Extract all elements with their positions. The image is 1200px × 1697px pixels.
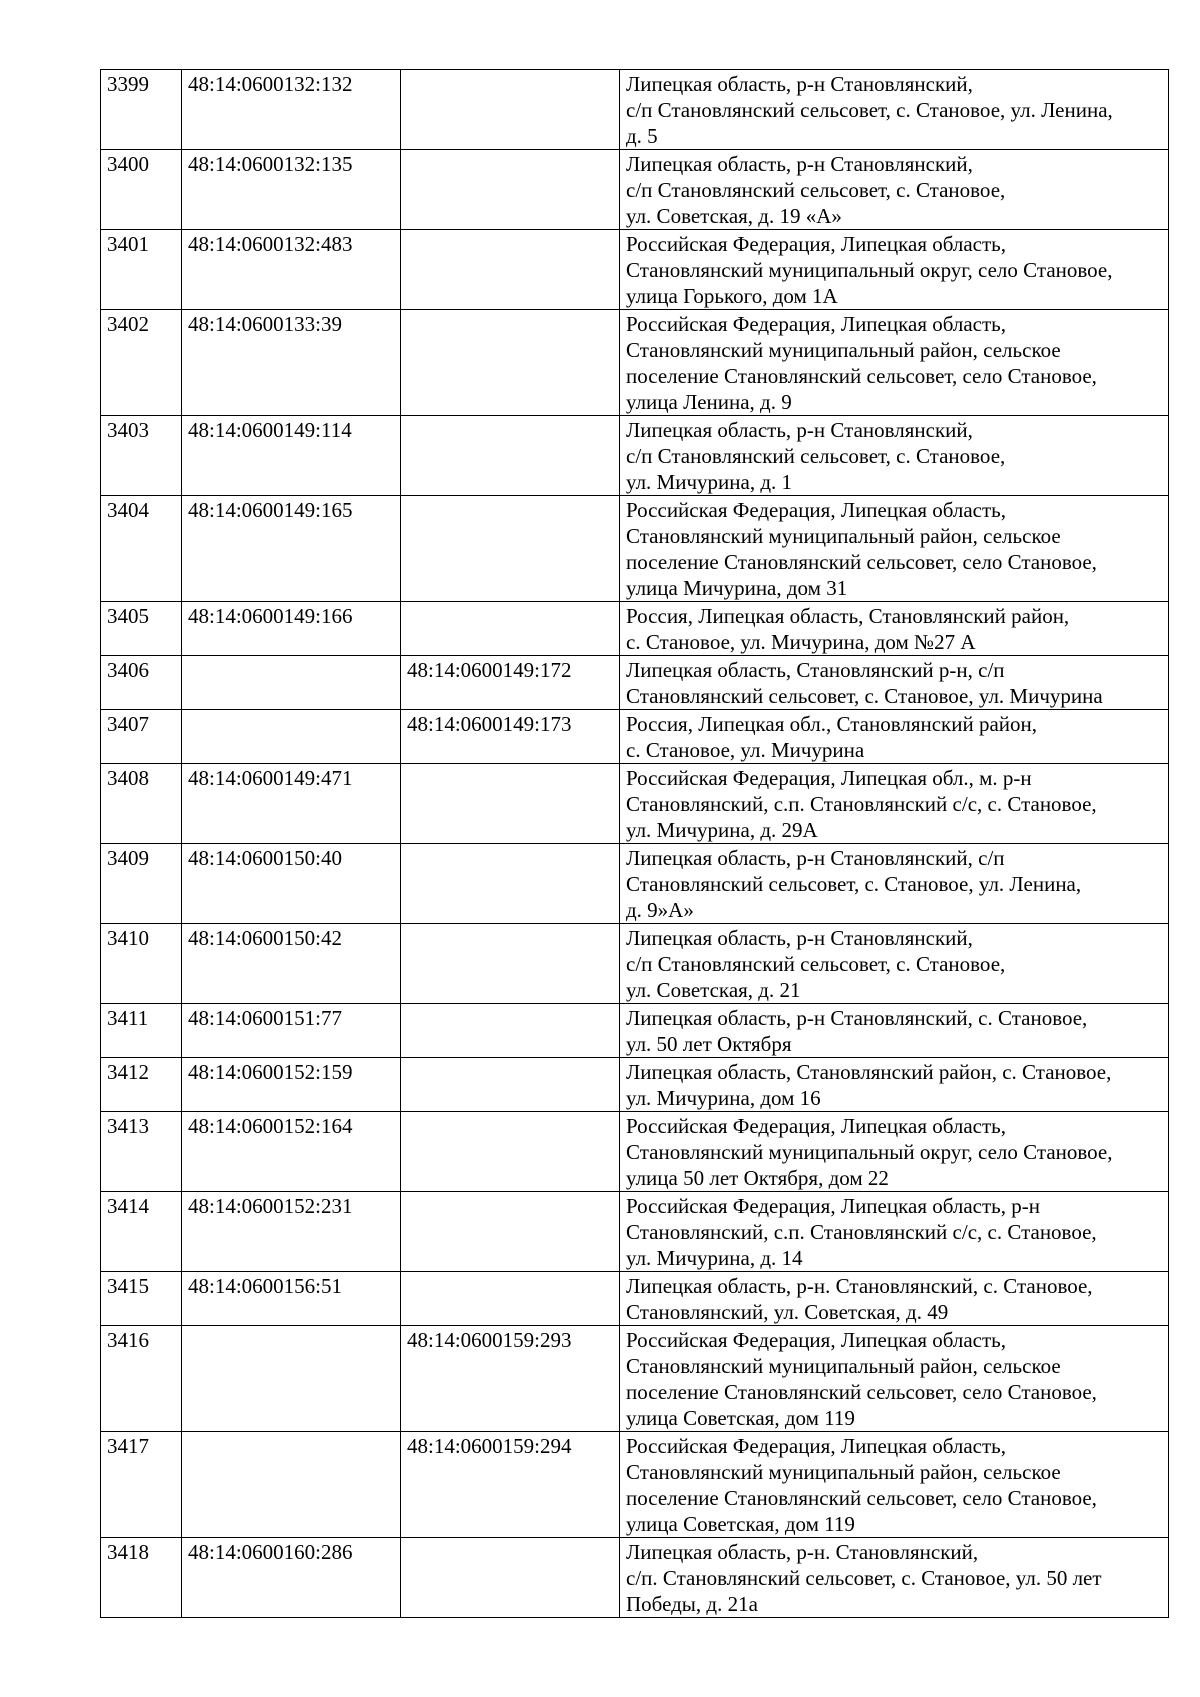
related-cadastral-number-cell [401,764,620,844]
address-line: с/п Становлянский сельсовет, с. Становое, [626,952,1006,976]
table-row [101,1326,1169,1432]
row-number-cell: 3399 [101,70,182,150]
related-cadastral-number-cell: 48:14:0600149:173 [401,710,620,764]
address-cell [620,764,1169,844]
table-row [101,496,1169,602]
cadastral-number-cell: 48:14:0600152:231 [182,1192,401,1272]
address-line: улица 50 лет Октября, дом 22 [626,1166,889,1190]
related-cadastral-number-cell [401,1192,620,1272]
row-number-cell: 3412 [101,1058,182,1112]
address-cell [620,310,1169,416]
table-row [101,416,1169,496]
row-number-cell: 3411 [101,1004,182,1058]
table-row [101,1192,1169,1272]
cadastral-number-cell: 48:14:0600149:166 [182,602,401,656]
related-cadastral-number-cell [401,416,620,496]
address-line: Российская Федерация, Липецкая область, [626,1328,1007,1352]
table-row [101,230,1169,310]
row-number-cell: 3404 [101,496,182,602]
cadastral-number-cell [182,656,401,710]
address-line: Липецкая область, Становлянский район, с. Становое, [626,1060,1112,1084]
address-cell [620,1272,1169,1326]
row-number-cell: 3409 [101,844,182,924]
table-row [101,656,1169,710]
table-row [101,1112,1169,1192]
address-line: Липецкая область, р-н. Становлянский, с. Становое, [626,1274,1093,1298]
address-line: с/п Становлянский сельсовет, с. Становое, ул. Ленина, [626,98,1113,122]
address-line: ул. Мичурина, д. 29А [626,818,818,842]
related-cadastral-number-cell [401,844,620,924]
address-cell [620,1326,1169,1432]
address-line: Становлянский, ул. Советская, д. 49 [626,1300,949,1324]
cadastral-number-cell: 48:14:0600149:165 [182,496,401,602]
address-line: Российская Федерация, Липецкая область, [626,1434,1007,1458]
address-line: ул. Советская, д. 21 [626,978,801,1002]
address-cell [620,496,1169,602]
row-number-cell: 3417 [101,1432,182,1538]
table-row [101,602,1169,656]
address-line: поселение Становлянский сельсовет, село Становое, [626,1380,1097,1404]
row-number-cell: 3406 [101,656,182,710]
cadastral-number-cell: 48:14:0600149:471 [182,764,401,844]
related-cadastral-number-cell [401,496,620,602]
address-cell [620,1432,1169,1538]
related-cadastral-number-cell [401,1112,620,1192]
related-cadastral-number-cell [401,70,620,150]
cadastral-number-cell: 48:14:0600152:159 [182,1058,401,1112]
address-line: улица Мичурина, дом 31 [626,576,848,600]
table-row [101,70,1169,150]
cadastral-number-cell: 48:14:0600156:51 [182,1272,401,1326]
address-line: Россия, Липецкая обл., Становлянский район, [626,712,1038,736]
table-row [101,764,1169,844]
related-cadastral-number-cell: 48:14:0600159:294 [401,1432,620,1538]
row-number-cell: 3400 [101,150,182,230]
address-line: Становлянский муниципальный район, сельское [626,1460,1061,1484]
related-cadastral-number-cell [401,602,620,656]
address-cell [620,656,1169,710]
row-number-cell: 3403 [101,416,182,496]
address-line: Российская Федерация, Липецкая обл., м. р-н [626,766,1032,790]
row-number-cell: 3413 [101,1112,182,1192]
address-line: Липецкая область, р-н Становлянский, с. Становое, [626,1006,1088,1030]
address-line: д. 5 [626,124,658,148]
cadastral-number-cell: 48:14:0600160:286 [182,1538,401,1618]
registry-table-body [101,70,1169,1618]
cadastral-number-cell [182,1432,401,1538]
row-number-cell: 3408 [101,764,182,844]
address-line: с. Становое, ул. Мичурина [626,738,865,762]
address-line: с. Становое, ул. Мичурина, дом №27 А [626,630,976,654]
address-cell [620,710,1169,764]
address-line: ул. 50 лет Октября [626,1032,792,1056]
cadastral-number-cell: 48:14:0600132:132 [182,70,401,150]
address-line: Россия, Липецкая область, Становлянский район, [626,604,1070,628]
address-cell [620,1004,1169,1058]
table-row [101,1538,1169,1618]
address-line: Российская Федерация, Липецкая область, [626,232,1007,256]
related-cadastral-number-cell [401,230,620,310]
table-row [101,844,1169,924]
address-cell [620,844,1169,924]
address-line: Липецкая область, р-н Становлянский, [626,72,973,96]
address-line: Липецкая область, Становлянский р-н, с/п [626,658,1005,682]
address-cell [620,602,1169,656]
table-row [101,1058,1169,1112]
address-line: Становлянский муниципальный район, сельское [626,1354,1061,1378]
address-line: Становлянский сельсовет, с. Становое, ул. Мичурина [626,684,1103,708]
address-line: Становлянский муниципальный округ, село Становое, [626,1140,1113,1164]
cadastral-number-cell: 48:14:0600132:135 [182,150,401,230]
address-line: улица Советская, дом 119 [626,1512,855,1536]
related-cadastral-number-cell: 48:14:0600149:172 [401,656,620,710]
address-line: Липецкая область, р-н Становлянский, с/п [626,846,1005,870]
address-line: Липецкая область, р-н Становлянский, [626,926,973,950]
registry-table [100,69,1169,1618]
related-cadastral-number-cell [401,310,620,416]
address-line: ул. Мичурина, д. 14 [626,1246,803,1270]
address-line: Становлянский муниципальный округ, село Становое, [626,258,1113,282]
address-line: улица Ленина, д. 9 [626,390,792,414]
address-cell [620,1538,1169,1618]
row-number-cell: 3405 [101,602,182,656]
related-cadastral-number-cell [401,1538,620,1618]
address-line: с/п Становлянский сельсовет, с. Становое, [626,178,1006,202]
table-row [101,710,1169,764]
row-number-cell: 3402 [101,310,182,416]
related-cadastral-number-cell [401,1004,620,1058]
row-number-cell: 3414 [101,1192,182,1272]
cadastral-number-cell: 48:14:0600133:39 [182,310,401,416]
cadastral-number-cell: 48:14:0600150:40 [182,844,401,924]
cadastral-number-cell [182,710,401,764]
address-line: Становлянский муниципальный район, сельское [626,524,1061,548]
cadastral-number-cell: 48:14:0600132:483 [182,230,401,310]
address-line: улица Советская, дом 119 [626,1406,855,1430]
address-cell [620,416,1169,496]
address-cell [620,1112,1169,1192]
related-cadastral-number-cell: 48:14:0600159:293 [401,1326,620,1432]
address-line: Становлянский муниципальный район, сельское [626,338,1061,362]
address-cell [620,924,1169,1004]
address-line: ул. Мичурина, д. 1 [626,470,793,494]
related-cadastral-number-cell [401,1058,620,1112]
address-line: с/п. Становлянский сельсовет, с. Становое, ул. 50 лет [626,1566,1102,1590]
address-line: Становлянский, с.п. Становлянский с/с, с. Становое, [626,1220,1097,1244]
address-line: Становлянский, с.п. Становлянский с/с, с. Становое, [626,792,1097,816]
document-page [100,69,1168,1618]
related-cadastral-number-cell [401,150,620,230]
address-line: Победы, д. 21а [626,1592,758,1616]
row-number-cell: 3410 [101,924,182,1004]
address-line: Российская Федерация, Липецкая область, [626,312,1007,336]
address-cell [620,150,1169,230]
address-line: ул. Советская, д. 19 «А» [626,204,842,228]
cadastral-number-cell: 48:14:0600150:42 [182,924,401,1004]
table-row [101,924,1169,1004]
address-line: Липецкая область, р-н Становлянский, [626,418,973,442]
address-line: улица Горького, дом 1А [626,284,838,308]
address-line: Российская Федерация, Липецкая область, [626,1114,1007,1138]
cadastral-number-cell: 48:14:0600149:114 [182,416,401,496]
table-row [101,310,1169,416]
address-line: Липецкая область, р-н. Становлянский, [626,1540,979,1564]
cadastral-number-cell [182,1326,401,1432]
address-cell [620,230,1169,310]
row-number-cell: 3401 [101,230,182,310]
address-line: Российская Федерация, Липецкая область, р-н [626,1194,1040,1218]
table-row [101,150,1169,230]
address-line: с/п Становлянский сельсовет, с. Становое, [626,444,1006,468]
address-cell [620,70,1169,150]
related-cadastral-number-cell [401,924,620,1004]
address-line: д. 9»А» [626,898,694,922]
address-line: поселение Становлянский сельсовет, село Становое, [626,1486,1097,1510]
address-cell [620,1192,1169,1272]
cadastral-number-cell: 48:14:0600152:164 [182,1112,401,1192]
address-line: поселение Становлянский сельсовет, село Становое, [626,364,1097,388]
table-row [101,1272,1169,1326]
address-line: Липецкая область, р-н Становлянский, [626,152,973,176]
row-number-cell: 3418 [101,1538,182,1618]
row-number-cell: 3407 [101,710,182,764]
address-line: поселение Становлянский сельсовет, село Становое, [626,550,1097,574]
address-line: Становлянский сельсовет, с. Становое, ул. Ленина, [626,872,1082,896]
table-row [101,1432,1169,1538]
row-number-cell: 3415 [101,1272,182,1326]
address-cell [620,1058,1169,1112]
address-line: Российская Федерация, Липецкая область, [626,498,1007,522]
table-row [101,1004,1169,1058]
row-number-cell: 3416 [101,1326,182,1432]
cadastral-number-cell: 48:14:0600151:77 [182,1004,401,1058]
related-cadastral-number-cell [401,1272,620,1326]
address-line: ул. Мичурина, дом 16 [626,1086,821,1110]
